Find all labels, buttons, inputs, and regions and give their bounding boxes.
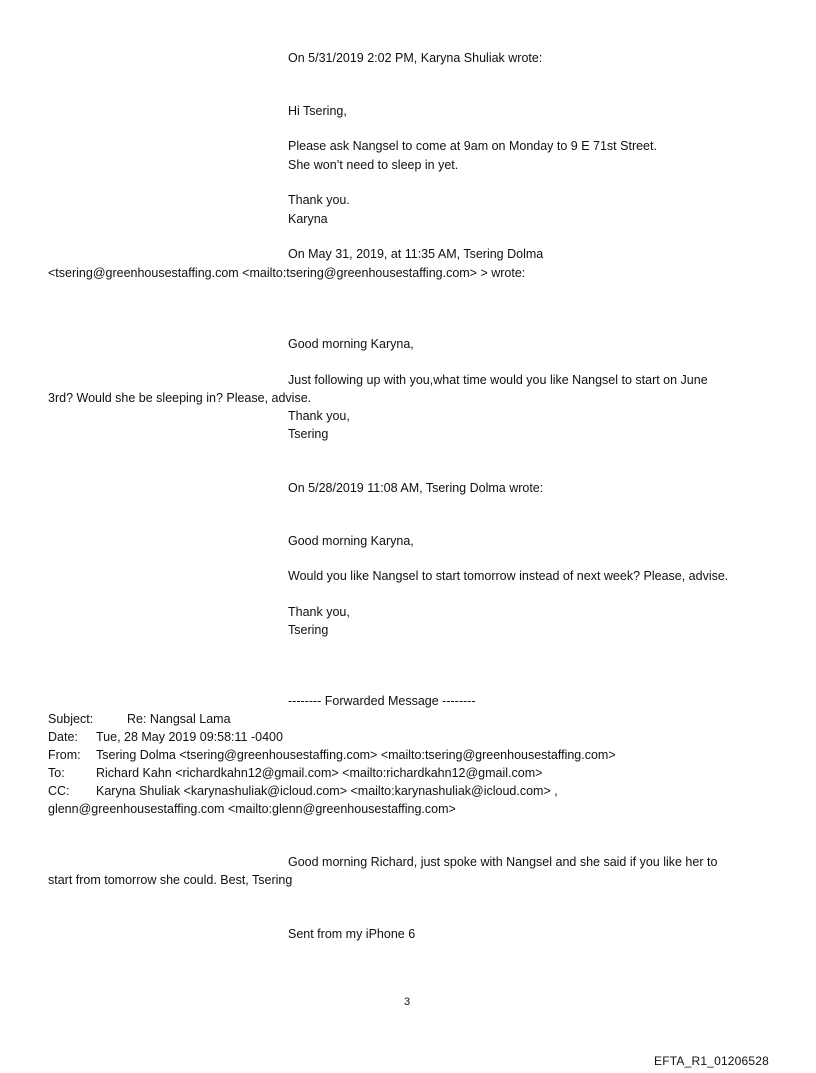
cc-value-line2: glenn@greenhousestaffing.com <mailto:glenn@greenhousestaffing.com> (48, 802, 456, 816)
reply3-body: Would you like Nangsel to start tomorrow instead of next week? Please, advise. (288, 569, 729, 583)
subject-value: Re: Nangsal Lama (127, 712, 231, 726)
to-value: Richard Kahn <richardkahn12@gmail.com> <mailto:richardkahn12@gmail.com> (96, 766, 543, 780)
to-label: To: (48, 766, 65, 780)
cc-label: CC: (48, 784, 70, 798)
forwarded-body-line2: start from tomorrow she could. Best, Tsering (48, 873, 293, 887)
reply2-closing: Thank you, (288, 409, 350, 423)
reply3-header: On 5/28/2019 11:08 AM, Tsering Dolma wrote: (288, 481, 544, 495)
reply2-body-line1: Just following up with you,what time would you like Nangsel to start on June (288, 373, 708, 387)
reply1-signature: Karyna (288, 212, 328, 226)
cc-value-line1: Karyna Shuliak <karynashuliak@icloud.com> <mailto:karynashuliak@icloud.com> , (96, 784, 558, 798)
reply1-body-line1: Please ask Nangsel to come at 9am on Monday to 9 E 71st Street. (288, 139, 657, 153)
reply3-closing: Thank you, (288, 605, 350, 619)
reply3-greeting: Good morning Karyna, (288, 534, 414, 548)
reply2-header-line2: <tsering@greenhousestaffing.com <mailto:tsering@greenhousestaffing.com> > wrote: (48, 266, 526, 280)
reply2-body-line2: 3rd? Would she be sleeping in? Please, advise. (48, 391, 312, 405)
page-number: 3 (404, 996, 411, 1008)
reply1-closing: Thank you. (288, 193, 350, 207)
from-label: From: (48, 748, 81, 762)
forwarded-separator: -------- Forwarded Message -------- (288, 694, 476, 708)
sent-from-line: Sent from my iPhone 6 (288, 927, 416, 941)
subject-label: Subject: (48, 712, 94, 726)
reply2-greeting: Good morning Karyna, (288, 337, 414, 351)
reply2-header-line1: On May 31, 2019, at 11:35 AM, Tsering Dolma (288, 247, 544, 261)
from-value: Tsering Dolma <tsering@greenhousestaffing.com> <mailto:tsering@greenhousestaffing.com> (96, 748, 616, 762)
reply1-header: On 5/31/2019 2:02 PM, Karyna Shuliak wrote: (288, 51, 543, 65)
forwarded-body-line1: Good morning Richard, just spoke with Nangsel and she said if you like her to (288, 855, 718, 869)
reply1-greeting: Hi Tsering, (288, 104, 347, 118)
document-id: EFTA_R1_01206528 (654, 1054, 770, 1068)
date-value: Tue, 28 May 2019 09:58:11 -0400 (96, 730, 283, 744)
reply2-signature: Tsering (288, 427, 329, 441)
reply1-body-line2: She won’t need to sleep in yet. (288, 158, 459, 172)
reply3-signature: Tsering (288, 623, 329, 637)
date-label: Date: (48, 730, 78, 744)
